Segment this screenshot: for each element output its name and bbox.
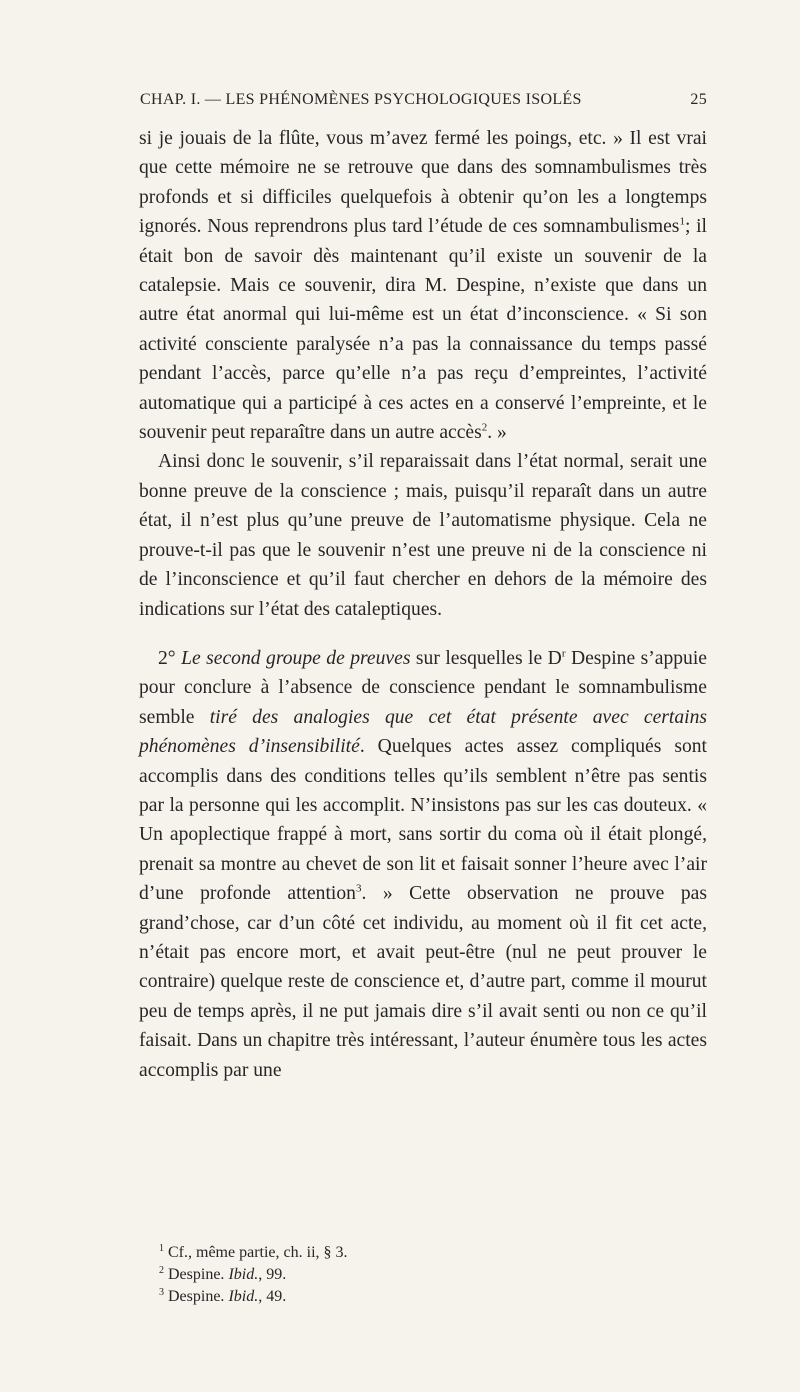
page-number: 25 xyxy=(690,91,707,108)
footnote-text-2: Despine. xyxy=(168,1266,229,1283)
footnotes xyxy=(159,1242,699,1308)
doctor-abbrev-sup: r xyxy=(561,647,566,660)
paragraph-3-text-b: sur lesquelles le D xyxy=(410,647,562,669)
footnote-mark-3: 3 xyxy=(159,1286,164,1298)
paragraph-3-italic-1: Le second groupe de preuves xyxy=(181,647,411,669)
paragraph-3-text-a: 2° xyxy=(158,647,182,669)
footnote-italic-2: Ibid. xyxy=(228,1266,259,1283)
footnote-text-3: Despine. xyxy=(168,1288,229,1305)
footnote-text-1: Cf., même partie, ch. ii, § 3. xyxy=(168,1244,348,1261)
footnote-2 xyxy=(159,1264,699,1286)
footnote-mark-2: 2 xyxy=(159,1264,164,1276)
running-head xyxy=(140,91,707,113)
paragraph-1-text-a: si je jouais de la flûte, vous m’avez fermé les poings, etc. » Il est vrai que cette mémoire ne se retrouve que dans des somnambulismes très profonds et si difficiles quelquefois à obtenir qu’on les a longtemps ignorés. Nous reprendrons plus tard l’étude de ces somnambulismes xyxy=(139,128,707,238)
paragraph-3-text-c: Despine s’appuie pour conclure à l’absence de conscience pendant le somnambulisme semble xyxy=(139,647,707,728)
footnote-3 xyxy=(159,1286,699,1308)
body-text xyxy=(139,124,707,1085)
paragraph-2: Ainsi donc le souvenir, s’il reparaissait dans l’état normal, serait une bonne preuve de la conscience ; mais, puisqu’il reparaît dans un autre état, il n’est plus qu’une preuve de l’automatisme physique. Cela ne prouve-t-il pas que le souvenir n’est une preuve ni de la conscience ni de l’inconscience et qu’il faut chercher en dehors de la mémoire des indications sur l’état des cataleptiques. xyxy=(139,451,707,620)
paragraph-1 xyxy=(139,124,707,447)
chapter-title: CHAP. I. — LES PHÉNOMÈNES PSYCHOLOGIQUES ISOLÉS xyxy=(140,91,582,108)
footnote-italic-3: Ibid. xyxy=(228,1288,259,1305)
footnote-1 xyxy=(159,1242,699,1264)
paragraph-3-text-e: . » Cette observation ne prouve pas grand’chose, car d’un côté cet individu, au moment où il fit cet acte, n’était pas encore mort, et avait peut-être (nul ne peut prouver le contraire) quelque reste de conscience et, d’autre part, comme il mourut peu de temps après, il ne put jamais dire s’il avait senti ou non ce qu’il faisait. Dans un chapitre très intéressant, l’auteur énumère tous les actes accomplis par une xyxy=(139,883,708,1081)
footnote-mark-1: 1 xyxy=(159,1242,164,1254)
paragraph-1-text-b: ; il était bon de savoir dès maintenant qu’il existe un souvenir de la catalepsie. Mais ce souvenir, dira M. Despine, n’existe que dans un autre état anormal qui lui-même est un état d’inconscience. « Si son activité consciente paralysée n’a pas la connaissance du temps passé pendant l’accès, parce qu’elle n’a pas reçu d’empreintes, l’activité automatique qui a participé à ces actes en a conservé l’empreinte, et le souvenir peut reparaître dans un autre accès xyxy=(139,216,707,444)
footnote-ref-3: 3 xyxy=(355,882,362,895)
footnote-ref-1: 1 xyxy=(679,215,685,228)
footnote-rest-2: , 99. xyxy=(258,1266,287,1283)
footnote-ref-2: 2 xyxy=(481,421,488,434)
paragraph-3-italic-2: tiré des analogies que cet état présente avec certains phénomènes d’insensibilité xyxy=(139,706,707,758)
paragraph-3 xyxy=(139,644,707,1085)
footnote-rest-3: , 49. xyxy=(258,1288,287,1305)
paragraph-3-text-d: . Quelques actes assez compliqués sont accomplis dans des conditions telles qu’ils semblent n’être pas sentis par la personne qui les accomplit. N’insistons pas sur les cas douteux. « Un apoplectique frappé à mort, sans sortir du coma où il était plongé, prenait sa montre au chevet de son lit et faisait sonner l’heure avec l’air d’une profonde attention xyxy=(139,736,707,905)
paragraph-1-text-c: . » xyxy=(487,422,507,444)
